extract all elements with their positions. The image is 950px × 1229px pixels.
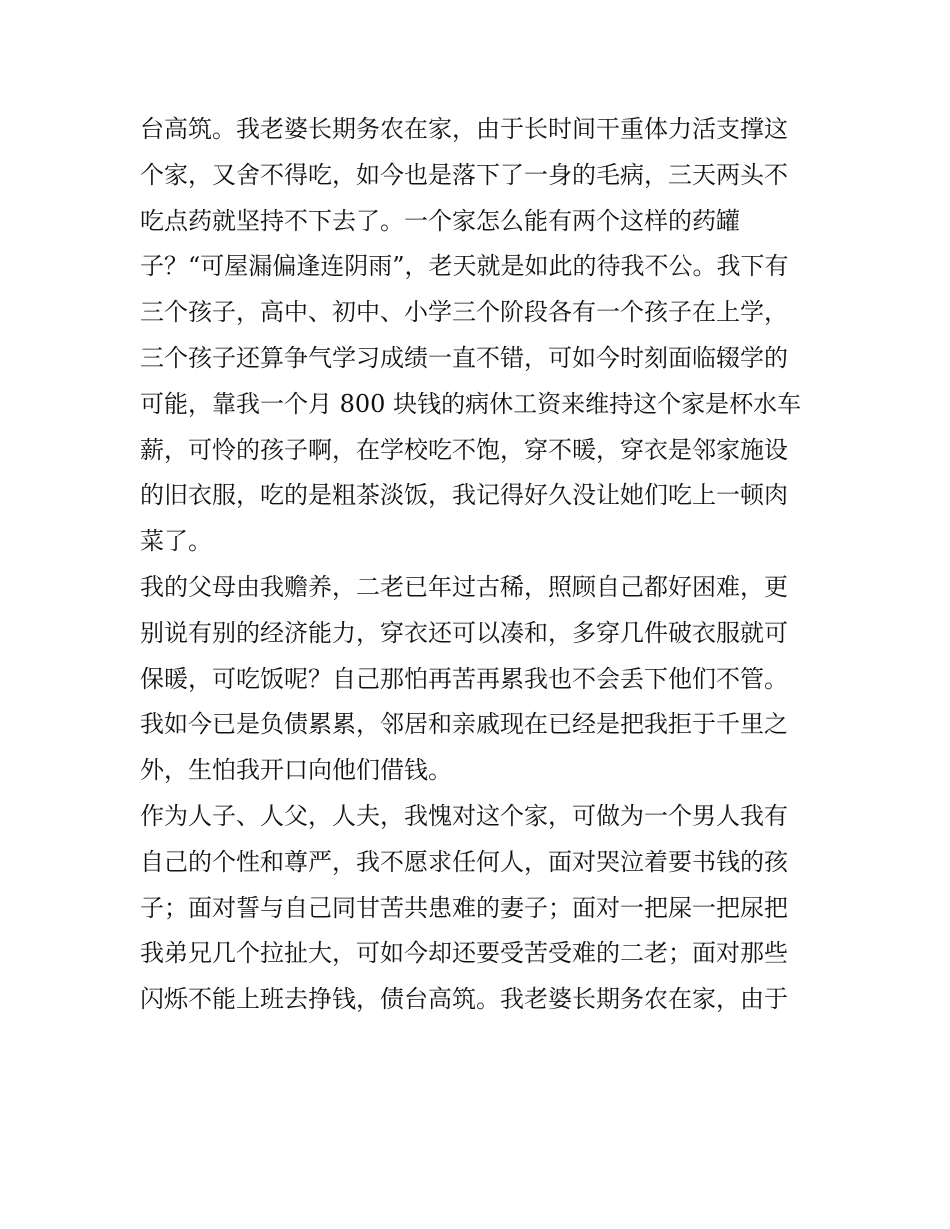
text-line: 我如今已是负债累累，邻居和亲戚现在已经是把我拒于千里之: [140, 710, 788, 739]
text-line: 我的父母由我赡养，二老已年过古稀，照顾自己都好困难，更: [140, 572, 788, 601]
text-line: 子；面对誓与自己同甘苦共患难的妻子；面对一把屎一把尿把: [140, 893, 788, 922]
text-line: 吃点药就坚持不下去了。一个家怎么能有两个这样的药罐: [140, 206, 740, 235]
text-line: 个家，又舍不得吃，如今也是落下了一身的毛病，三天两头不: [140, 160, 788, 189]
text-line: 薪，可怜的孩子啊，在学校吃不饱，穿不暖，穿衣是邻家施设: [140, 435, 788, 464]
text-line: 别说有别的经济能力，穿衣还可以凑和，多穿几件破衣服就可: [140, 618, 788, 647]
text-line: 三个孩子，高中、初中、小学三个阶段各有一个孩子在上学，: [140, 298, 788, 327]
text-line: 的旧衣服，吃的是粗茶淡饭，我记得好久没让她们吃上一顿肉: [140, 481, 788, 510]
text-line: 自己的个性和尊严，我不愿求任何人，面对哭泣着要书钱的孩: [140, 847, 788, 876]
text-line: 菜了。: [140, 527, 212, 556]
text-line: 闪烁不能上班去挣钱，债台高筑。我老婆长期务农在家，由于: [140, 985, 788, 1014]
text-line: 台高筑。我老婆长期务农在家，由于长时间干重体力活支撑这: [140, 115, 788, 143]
text-line: 我弟兄几个拉扯大，可如今却还要受苦受难的二老；面对那些: [140, 939, 788, 968]
text-line: 保暖，可吃饭呢？自己那怕再苦再累我也不会丢下他们不管。: [140, 664, 788, 693]
text-line: 外，生怕我开口向他们借钱。: [140, 756, 452, 785]
body-text: [140, 107, 820, 1023]
text-line: 子？“可屋漏偏逢连阴雨”，老天就是如此的待我不公。我下有: [140, 252, 789, 281]
text-line: 三个孩子还算争气学习成绩一直不错，可如今时刻面临辍学的: [140, 343, 788, 372]
text-line: 作为人子、人父，人夫，我愧对这个家，可做为一个男人我有: [140, 801, 788, 830]
text-line: 可能，靠我一个月 800 块钱的病休工资来维持这个家是杯水车: [140, 389, 802, 418]
